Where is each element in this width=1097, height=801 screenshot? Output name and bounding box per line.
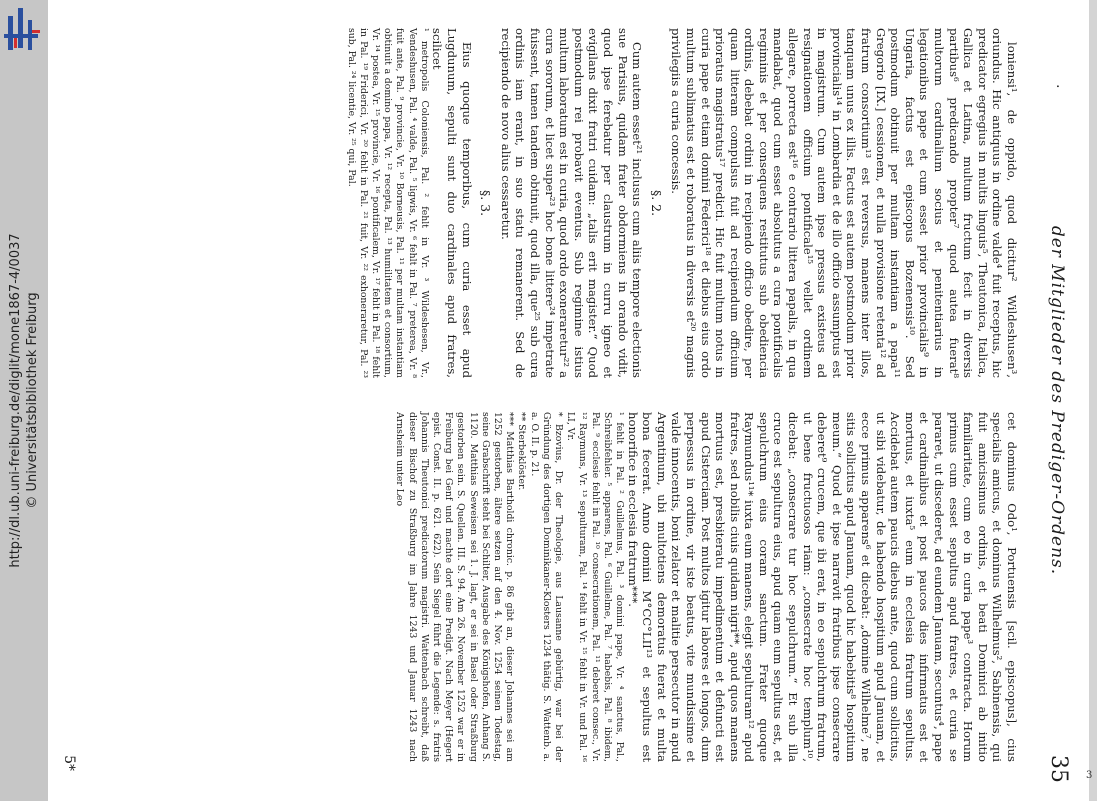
signature-mark: 5* <box>61 755 77 771</box>
editor-note: ** Sterbeklöster. <box>516 412 528 491</box>
section-heading: §. 2. <box>648 189 664 217</box>
editor-note: * Bzovius, Dr. der Theologie, aus Lausanne gebürtig, war bei der Gründung des dortigen Dominikaner-Klosters 1234 thätig. S. Wattenb. a. a. O. II. p. 21. <box>528 412 564 762</box>
document-watermark <box>0 0 48 801</box>
watermark-copyright: © Universitätsbibliothek Freiburg <box>25 292 40 509</box>
editor-note: *** Matthias Bartholdi chronic. p. 86 gibt an, dieser Johannes sei am 1252 gestorben, ältere setzen auf den 4. Nov. 1254 seinen Todestag, seine Grabschrift steht bei Schilter, Ausgabe des Königshofen, Anhang S. 1120. Matthias Seweisen sei 1. J. lagt, er sei in Basel oder Straßburg gestorben sein. S. Quellen. III. S. 94. Am 26. November 1252 war er in Freiburg bei Genf und machte dort eine Predigt. Nach Meyer (Hegert epist. Const. II. p. 621. 622). Sein Siegel führt die Legende: s. fratris Johannis Theutonici predicatorum magistri. Wattenbach schreibt, daß dieser Bischof zu Straßburg im Jahre 1243 und Januar 1243 nach Arnsheim unter Leo <box>394 412 516 762</box>
running-title: der Mitglieder des Prediger-Ordens. <box>1047 225 1067 576</box>
watermark-url[interactable]: http://dl.ub.uni-freiburg.de/diglit/mone1867-4/0037 <box>8 233 23 568</box>
page-header <box>1035 0 1075 801</box>
left-rail <box>0 0 48 801</box>
right-rail <box>1089 0 1097 801</box>
page-number: 35 <box>1046 755 1071 783</box>
right-text-column <box>393 412 1019 762</box>
footnotes: ¹ metropolis Coloniensis, Pal. ² fehlt in Vr. ³ Wildeshesen, Vr., Vendeshusen, Pal. ⁴ valde, Pal. ⁵ ligwis, Vr. ⁶ fehlt in Pal. ⁷ preterea, Vr. ⁸ fuit ante, Pal. ⁹ provincie, Vr. ¹⁰ Borneusis, Pal. ¹¹ per multam instantiam obtinuit a domino papa, Vr. ¹² recepta, Pal. ¹³ humilitatem et consortium, Vr. ¹⁴ postea, Vr. ¹⁵ provincie, Vr. ¹⁶ pontificalem, Vr. ¹⁷ fehlt in Pal. ¹⁸ fehlt in Pal. ¹⁹ Friderici, Vr. ²⁰ fehlt in Pal. ²¹ fuit, Vr. ²² exhoneraretur, Pal. ²³ sub, Pal. ²⁴ licentie, Vr. ²⁵ qui, Pal. <box>345 28 430 378</box>
page-content <box>48 0 1089 801</box>
paragraph: Cum autem esset²¹ inclusus cum aliis tempore electionis sue Parisius, quidam frater obdormiens in orando vidit, quod ipse ferebatur per claustrum in curru igneo et evigilans dixit fratri cuidam: „talis erit magister.“ Quod postmodum rei probavit eventus. Sub regimine istius multum laboratum est in curia, quod ordo exoneraretur²² a cura sororum, et licet super²³ hoc bone littere²⁴ impetrate fuissent, tamen tandem obtinuit, quod illa, que²⁵ sub cura ordinis iam erant, in suo statu remanerent. Sed de recipiendo de novo alius cessaretur. <box>498 28 645 378</box>
footnotes: ¹ fehlt in Pal. ² Guillelmus, Pal. ³ domini pape, Vr. ⁴ sanctus, Pal., Schreibfehler. ⁵ apparens, Pal. ⁶ Guillelme, Pal. ⁷ habebis, Pal. ⁸ ibidem, Pal. ⁹ ecclesie fehlt in Pal. ¹⁰ consecrationem, Pal. ¹¹ deberet consec., Vr. ¹² Raymuns, Vr. ¹³ sepulturam, Pal. ¹⁴ fehlt in Vr. ¹⁵ fehlt in Vr. und Pal. ¹⁶ LI, Vr. <box>565 412 625 762</box>
paragraph: loniensi¹, de oppido, quod dicitur² Wildeshusen³, oriundus. Hic antiquus in ordine valde⁴ fuit receptus, hic predicator egregius in multis linguis⁵, Theutonica, Italica, Gallica et Latina, multum fructum fecit in diversis partibus⁶ predicando propter⁷ quod autea fuerat⁸ multorum cardinalium socius et penitentiarius in legationibus pape et cum esset prior provincialis⁹ in Ungaria, factus est episcopus Bozenensis¹⁰. Sed postmodum obtinuit per multam instantiam a papa¹¹ Gregorio [IX.] cessionem, et nulla provisione retenta¹² ad fratrum consortium¹³ est reversus, manens inter illos, tanquam unus ex illis. Factus est autem postmodum prior provincialis¹⁴ in Lombardia et de illo officio assumptus est in magistrum. Cum autem ipse pressus existeus ad resignationem officium pontificale¹⁵ vellet ordinem allegare, porrecta est¹⁶ e contrario littera papalis, in qua mandabat, quod cum esset absolutus a cura pontificalis regiminis et per consequens restitutus sub obediencia ordinis, debebat ordini in recipiendo officio obedire, per quam litteram compulsus fuit ad recipiendum officium prioratus magistratus¹⁷ predicti. Hic fuit multum notus in curia pape et etiam domini Federici¹⁸ et diebus eius ordo multum sublimatus est et roboratus in diversis et²⁰ magnis privilegiis a curia concessis. <box>669 28 1019 378</box>
paragraph: Eius quoque temporibus, cum curia esset apud Lugdunum, sepulti sunt duo cardinales apud fratres, scilicet <box>430 28 474 378</box>
left-text-column <box>344 28 1019 378</box>
header-dot: . <box>1053 84 1069 89</box>
side-number: 3 <box>1086 770 1093 781</box>
document-page <box>48 0 1089 801</box>
paragraph: cet dominus Odo¹, Portuensis [scil. episcopus], cius specialis amicus, et dominus Wilhelmus², Sabinensis, qui fuit amicissimus ordinis, et beati Dominici ab initio familiaritate, cum eo in curia pape³ contracta. Horum primus cum esset sepultus apud fratres, et curia se pararet, ut discederet, ad eundem Januam, secuntus⁴, pape et cardinalibus et post paucos dies infirmatus est et mortuus, et iuxta⁵ eum in ecclesia fratrum sepultus. Accidebat autem paucis diebus ante, quod cum sollicitus, ut sibi videbatur, de habendo hospitium apud Januam, et ecce primus apparens⁶ et dicebat: „domine Wilhelme⁷, ne sitis sollicitus apud Januam, quod hic habebitis⁸ hospitium meum.“ Quod et ipse narravit fratribus ipse consecrare deberet⁹ crucem, que ibi erat, in eo sepulchrum fratrum, ut bene fructuosos riam: „consecrate hoc templum¹⁰, dicebat: „consecrare tur hoc sepulchrum.“ Et sub illa cruce est sepultura eius, apud quam eum sepultus est, et sepulchrum eius coram sanctum. Frater quoque Raymundus¹¹* iuxta eum manens, elegit sepulturam¹² apud fratres, sed nobilis ciuis quidam nigri**, apud quos manens mortuus est, presbiteratu impedimentum et defuncti est apud Cisterciam. Post multos igitur labores et longos, dum perpessus in ordine, vir iste beatus, vite mundissime et valde innocentis, boni zelator et malitie persecutor in apud Argentinum, ubi multotiens demoratus fuerat et multa bona fecerat. Anno domini M°CC°LII¹³ et sepultus est honorifice in ecclesia fratrum***. <box>625 412 1019 762</box>
section-heading: §. 3. <box>478 189 494 217</box>
